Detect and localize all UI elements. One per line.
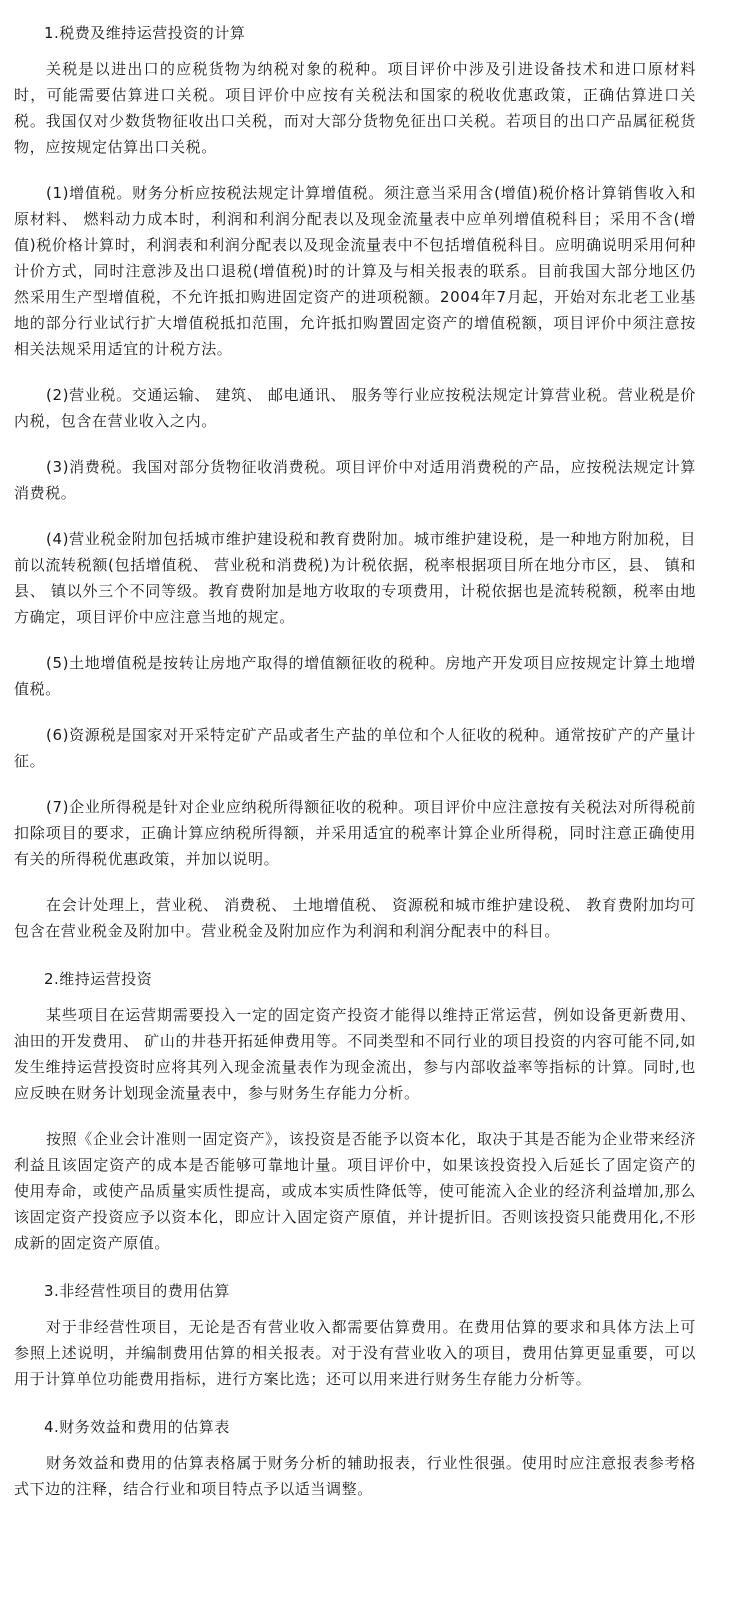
section-heading-non-operating: 3.非经营性项目的费用估算 bbox=[44, 1282, 230, 1300]
paragraph-capitalization: 按照《企业会计准则一固定资产》，该投资是否能予以资本化，取决于其是否能为企业带来经济利益且该固定资产的成本是否能够可靠地计量。项目评价中，如果该投资投入后延长了固定资产的使用寿命，或使产品质量实质性提高，或成本实质性降低等，使可能流入企业的经济利益增加,那么该固定资产投资应予以资本化，即应计入固定资产原值，并计提折旧。否则该投资只能费用化,不形成新的固定资产原值。 bbox=[14, 1130, 696, 1252]
paragraph-accounting: 在会计处理上，营业税、 消费税、 土地增值税、 资源税和城市维护建设税、 教育费附加均可包含在营业税金及附加中。营业税金及附加应作为利润和利润分配表中的科目。 bbox=[14, 896, 696, 940]
section-heading-tax: 1.税费及维持运营投资的计算 bbox=[44, 24, 246, 42]
paragraph-consumption-tax: (3)消费税。我国对部分货物征收消费税。项目评价中对适用消费税的产品，应按税法规定计算消费税。 bbox=[14, 458, 696, 502]
paragraph-business-tax: (2)营业税。交通运输、 建筑、 邮电通讯、 服务等行业应按税法规定计算营业税。营业税是价内税，包含在营业收入之内。 bbox=[14, 386, 696, 430]
paragraph-non-operating: 对于非经营性项目，无论是否有营业收入都需要估算费用。在费用估算的要求和具体方法上可参照上述说明，并编制费用估算的相关报表。对于没有营业收入的项目，费用估算更显重要，可以用于计算单位功能费用指标，进行方案比选；还可以用来进行财务生存能力分析等。 bbox=[14, 1318, 696, 1388]
paragraph-income-tax: (7)企业所得税是针对企业应纳税所得额征收的税种。项目评价中应注意按有关税法对所得税前扣除项目的要求，正确计算应纳税所得额，并采用适宜的税率计算企业所得税，同时注意正确使用有关的所得税优惠政策，并加以说明。 bbox=[14, 798, 696, 868]
paragraph-vat: (1)增值税。财务分析应按税法规定计算增值税。须注意当采用含(增值)税价格计算销售收入和原材料、 燃料动力成本时，利润和利润分配表以及现金流量表中应单列增值税科目；采用不含(增值)税价格计算时，利润表和利润分配表以及现金流量表中不包括增值税科目。应明确说明采用何种计价方式，同时注意涉及出口退税(增值税)时的计算及与相关报表的联系。目前我国大部分地区仍然采用生产型增值税，不允许抵扣购进固定资产的进项税额。2004年7月起，开始对东北老工业基地的部分行业试行扩大增值税抵扣范围，允许抵扣购置固定资产的增值税额，项目评价中须注意按相关法规采用适宜的计税方法。 bbox=[14, 184, 696, 358]
paragraph-land-vat: (5)土地增值税是按转让房地产取得的增值额征收的税种。房地产开发项目应按规定计算土地增值税。 bbox=[14, 654, 696, 698]
paragraph-tariff: 关税是以进出口的应税货物为纳税对象的税种。项目评价中涉及引进设备技术和进口原材料时，可能需要估算进口关税。项目评价中应按有关税法和国家的税收优惠政策，正确估算进口关税。我国仅对少数货物征收出口关税，而对大部分货物免征出口关税。若项目的出口产品属征税货物，应按规定估算出口关税。 bbox=[14, 60, 696, 156]
section-heading-estimate-tables: 4.财务效益和费用的估算表 bbox=[44, 1418, 230, 1436]
paragraph-resource-tax: (6)资源税是国家对开采特定矿产品或者生产盐的单位和个人征收的税种。通常按矿产的产量计征。 bbox=[14, 726, 696, 770]
paragraph-estimate-tables: 财务效益和费用的估算表格属于财务分析的辅助报表，行业性很强。使用时应注意报表参考格式下边的注释，结合行业和项目特点予以适当调整。 bbox=[14, 1454, 696, 1498]
section-heading-maintenance: 2.维持运营投资 bbox=[44, 970, 153, 988]
paragraph-surcharges: (4)营业税金附加包括城市维护建设税和教育费附加。城市维护建设税，是一种地方附加税，目前以流转税额(包括增值税、 营业税和消费税)为计税依据，税率根据项目所在地分市区，县、 镇和县、 镇以外三个不同等级。教育费附加是地方收取的专项费用，计税依据也是流转税额，税率由地方确定，项目评价中应注意当地的规定。 bbox=[14, 530, 696, 626]
paragraph-maintenance-investment: 某些项目在运营期需要投入一定的固定资产投资才能得以维持正常运营，例如设备更新费用、油田的开发费用、 矿山的井巷开拓延伸费用等。不同类型和不同行业的项目投资的内容可能不同,如发生维持运营投资时应将其列入现金流量表作为现金流出，参与内部收益率等指标的计算。同时,也应反映在财务计划现金流量表中，参与财务生存能力分析。 bbox=[14, 1006, 696, 1102]
